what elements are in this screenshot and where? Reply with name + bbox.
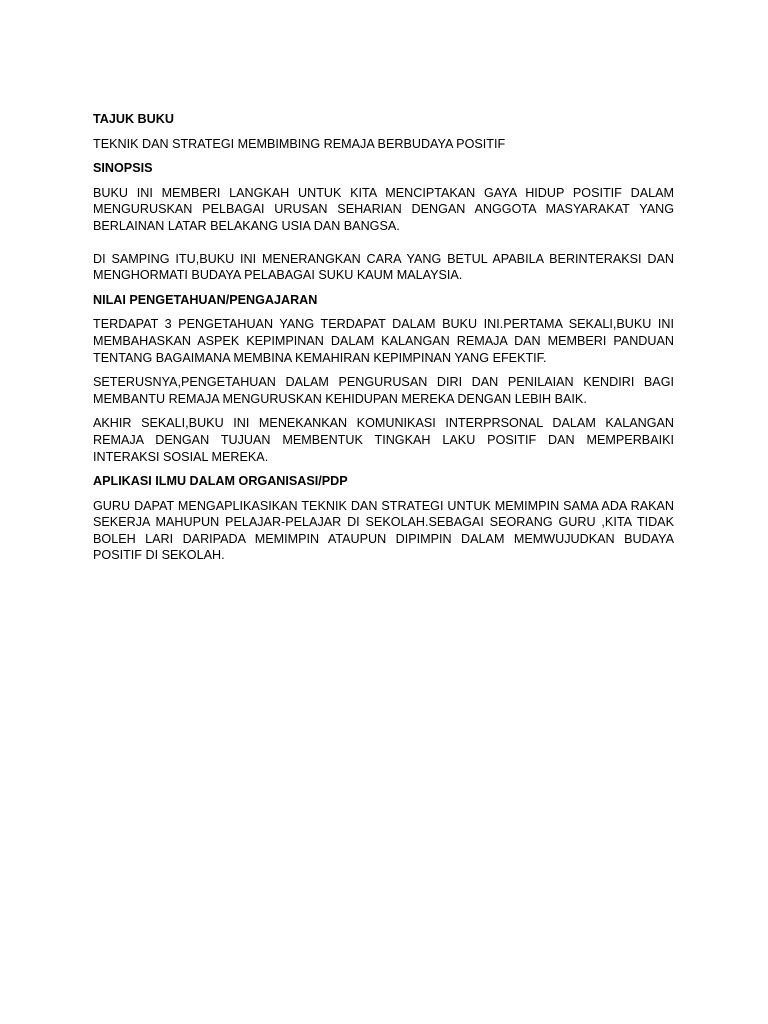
document-page	[93, 111, 674, 572]
knowledge-paragraph: TERDAPAT 3 PENGETAHUAN YANG TERDAPAT DALAM BUKU INI.PERTAMA SEKALI,BUKU INI MEMBAHASKAN ASPEK KEPIMPINAN DALAM KALANGAN REMAJA DAN MEMBERI PANDUAN TENTANG BAGAIMANA MEMBINA KEMAHIRAN KEPIMPINAN YANG EFEKTIF.	[93, 317, 674, 365]
book-title-heading: TAJUK BUKU	[93, 112, 174, 126]
knowledge-heading: NILAI PENGETAHUAN/PENGAJARAN	[93, 292, 318, 307]
book-title: TEKNIK DAN STRATEGI MEMBIMBING REMAJA BERBUDAYA POSITIF	[93, 136, 506, 151]
application-heading: APLIKASI ILMU DALAM ORGANISASI/PDP	[93, 474, 348, 489]
knowledge-paragraph: SETERUSNYA,PENGETAHUAN DALAM PENGURUSAN DIRI DAN PENILAIAN KENDIRI BAGI MEMBANTU REMAJA MENGURUSKAN KEHIDUPAN MEREKA DENGAN LEBIH BAIK.	[93, 375, 674, 406]
synopsis-heading: SINOPSIS	[93, 161, 153, 176]
synopsis-paragraph: BUKU INI MEMBERI LANGKAH UNTUK KITA MENCIPTAKAN GAYA HIDUP POSITIF DALAM MENGURUSKAN PELBAGAI URUSAN SEHARIAN DENGAN ANGGOTA MASYARAKAT YANG BERLAINAN LATAR BELAKANG USIA DAN BANGSA.	[93, 185, 674, 233]
application-paragraph: GURU DAPAT MENGAPLIKASIKAN TEKNIK DAN STRATEGI UNTUK MEMIMPIN SAMA ADA RAKAN SEKERJA MAHUPUN PELAJAR-PELAJAR DI SEKOLAH.SEBAGAI SEORANG GURU ,KITA TIDAK BOLEH LARI DARIPADA MEMIMPIN ATAUPUN DIPIMPIN DALAM MEMWUJUDKAN BUDAYA POSITIF DI SEKOLAH.	[93, 498, 674, 563]
synopsis-paragraph: DI SAMPING ITU,BUKU INI MENERANGKAN CARA YANG BETUL APABILA BERINTERAKSI DAN MENGHORMATI BUDAYA PELABAGAI SUKU KAUM MALAYSIA.	[93, 251, 674, 283]
knowledge-paragraph: AKHIR SEKALI,BUKU INI MENEKANKAN KOMUNIKASI INTERPRSONAL DALAM KALANGAN REMAJA DENGAN TUJUAN MEMBENTUK TINGKAH LAKU POSITIF DAN MEMPERBAIKI INTERAKSI SOSIAL MEREKA.	[93, 416, 674, 464]
